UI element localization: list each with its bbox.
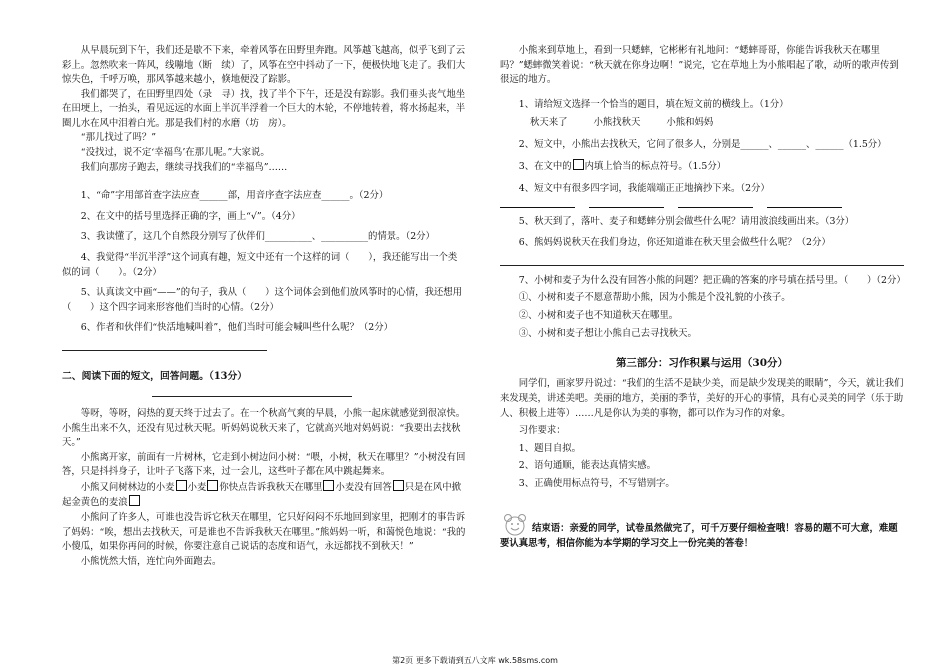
title-option: 小熊和妈妈 bbox=[666, 117, 714, 129]
story1-paragraph: 从早晨玩到下午，我们还是歇不下来，牵着风筝在田野里奔跑。风筝越飞越高，似乎飞到了云彩上。忽然吹来一阵风，线嘣地（断 续）了，风筝在空中抖动了一下，便极快地飞走了。我们大惊失色，千呼万唤，那风筝越来越小，倏地便没了踪影。 bbox=[62, 45, 466, 86]
left-column bbox=[62, 44, 466, 569]
requirement: 2、语句通顺，能表达真情实感。 bbox=[518, 460, 657, 472]
closing-message: 结束语：亲爱的同学，试卷虽然做完了，可千万要仔细检查哦！容易的题不可大意，难题要认真思考，相信你能为本学期的学习交上一份完美的答卷！ bbox=[500, 513, 904, 552]
question-5: 5、秋天到了，落叶、麦子和蟋蟀分别会做些什么呢？请用波浪线画出来。（3分） bbox=[518, 215, 855, 227]
punctuation-box[interactable] bbox=[323, 480, 334, 491]
option: ③、小树和麦子想让小熊自己去寻找秋天。 bbox=[518, 327, 697, 339]
question-1: 1、请给短文选择一个恰当的题目，填在短文前的横线上。（1分） bbox=[518, 98, 789, 110]
story2-paragraph: 小熊问了许多人，可谁也没告诉它秋天在哪里，它只好闷闷不乐地回到家里，把刚才的事告诉了妈妈：“唉，想出去找秋天，可是谁也不告诉我秋天在哪里。”熊妈妈一听，和蔼悦色地说：“我的小傻瓜，如果你再问的时候，你要注意自己说话的态度和语气，永远都找不到秋天！” bbox=[62, 512, 466, 553]
question: 3、我读懂了，这几个自然段分别写了伙伴们__________、__________的情景。（2分） bbox=[80, 231, 435, 243]
question-6: 6、熊妈妈说秋天在我们身边，你还知道谁在秋天里会做些什么呢？（2分） bbox=[518, 237, 831, 249]
question-7: 7、小树和麦子为什么没有回答小熊的问题？把正确的答案的序号填在括号里。（ ）（2分） bbox=[518, 274, 906, 286]
story1-paragraph: 我们都哭了，在田野里四处（录 寻）找，找了半个下午，还是没有踪影。我们垂头丧气地坐在田埂上，一抬头，看见远远的水面上半沉半浮着一个巨大的木轮，不停地转着，将水扬起来，半圈儿水在风中泪着白光。那是我们村的水磨（坊 房）。 bbox=[62, 88, 466, 129]
requirements-title: 习作要求： bbox=[518, 425, 566, 437]
punctuation-box[interactable] bbox=[176, 480, 187, 491]
story1-paragraph: 我们向那房子跑去，继续寻找我们的“幸福鸟”…… bbox=[80, 161, 288, 173]
punctuation-box[interactable] bbox=[393, 480, 404, 491]
answer-line[interactable] bbox=[500, 207, 575, 208]
punctuation-box[interactable] bbox=[207, 480, 218, 491]
question: 2、在文中的括号里选择正确的字，画上“√”。（4分） bbox=[80, 210, 301, 222]
story2-paragraph: 小熊又问树林边的小麦 小麦 你快点告诉我秋天在哪里 小麦没有回答 只是在风中掀起金黄色的麦浪 bbox=[62, 481, 461, 509]
story2-paragraph: 小熊恍然大悟，连忙向外面跑去。 bbox=[80, 555, 222, 567]
question: 4、我觉得“半沉半浮”这个词真有趣，短文中还有一个这样的词（ ），我还能写出一个类似的词（ ）。（2分） bbox=[62, 251, 458, 278]
question-2: 2、短文中，小熊出去找秋天，它问了很多人，分别是______、______、______（1.5分） bbox=[518, 138, 887, 150]
answer-line[interactable] bbox=[767, 207, 842, 208]
part3-title: 第三部分：习作积累与运用（30分） bbox=[615, 357, 789, 370]
answer-line[interactable] bbox=[500, 265, 904, 266]
title-option: 小熊找秋天 bbox=[593, 117, 641, 129]
right-column bbox=[500, 44, 904, 552]
story2-paragraph: 等呀，等呀，闷热的夏天终于过去了。在一个秋高气爽的早晨，小熊一起床就感觉到很凉快。小熊生出来不久，还没有见过秋天呢。听妈妈说秋天来了，它就高兴地对妈妈说：“我要出去找秋天。” bbox=[62, 408, 466, 449]
option: ①、小树和麦子不愿意帮助小熊，因为小熊是个没礼貌的小孩子。 bbox=[518, 292, 791, 304]
story1-dialogue: “那儿找过了吗？” bbox=[80, 132, 157, 144]
punctuation-box bbox=[573, 159, 584, 170]
section2-title: 二、阅读下面的短文，回答问题。（13分） bbox=[62, 370, 248, 382]
question-4: 4、短文中有很多四字词，我能端端正正地摘抄下来。（2分） bbox=[518, 183, 770, 195]
question: 6、作者和伙伴们“快活地喊叫着”，他们当时可能会喊叫些什么呢？（2分） bbox=[80, 322, 393, 334]
answer-lines bbox=[500, 207, 904, 208]
requirement: 3、正确使用标点符号，不写错别字。 bbox=[518, 477, 675, 489]
option: ②、小树和麦子也不知道秋天在哪里。 bbox=[518, 309, 679, 321]
essay-prompt: 同学们，画家罗丹说过：“我们的生活不是缺少美，而是缺少发现美的眼睛”，今天，就让我们来发现美，讲述美吧。美丽的地方，美丽的季节，美好的开心的事情，具有心灵美的同学（乐于助人、积极上进等）……凡是你认为美的事物，都可以作为习作的对象。 bbox=[500, 378, 904, 419]
title-options bbox=[500, 116, 904, 131]
title-option: 秋天来了 bbox=[530, 117, 568, 129]
question: 5、认真读文中画“——”的句子，我从（ ）这个词体会到他们放风筝时的心情，我还想用（ ）这个四字词来形容他们当时的心情。（2分） bbox=[62, 287, 462, 313]
page-footer: 第2页 更多下载请到五八文库 wk.58sms.com bbox=[392, 656, 558, 665]
smiley-mascot-icon bbox=[500, 513, 530, 537]
story2-paragraph: 小熊离开家，前面有一片树林，它走到小树边问小树：“喂，小树，秋天在哪里？”小树没有回答，只是抖抖身子，让叶子飞落下来，过一会儿，这些叶子都在风中跳起舞来。 bbox=[62, 451, 466, 478]
question-3: 3、在文中的 内填上恰当的标点符号。（1.5分） bbox=[518, 161, 727, 173]
question: 1、“命”字用部首查字法应查______部，用音序查字法应查______。（2分） bbox=[80, 190, 389, 202]
answer-line[interactable] bbox=[589, 207, 664, 208]
story2-ending: 小熊来到草地上，看到一只蟋蟀，它彬彬有礼地问：“蟋蟀哥哥，你能告诉我秋天在哪里吗？”蟋蟀微笑着说：“秋天就在你身边啊！”说完，它在草地上为小熊唱起了歌，动听的歌声传到很远的地方。 bbox=[500, 45, 899, 86]
punctuation-box[interactable] bbox=[129, 495, 140, 506]
story1-dialogue: “没找过，说不定‘幸福鸟’在那儿呢。”大家说。 bbox=[80, 147, 270, 159]
requirement: 1、题目自拟。 bbox=[518, 442, 582, 454]
answer-line[interactable] bbox=[678, 207, 753, 208]
